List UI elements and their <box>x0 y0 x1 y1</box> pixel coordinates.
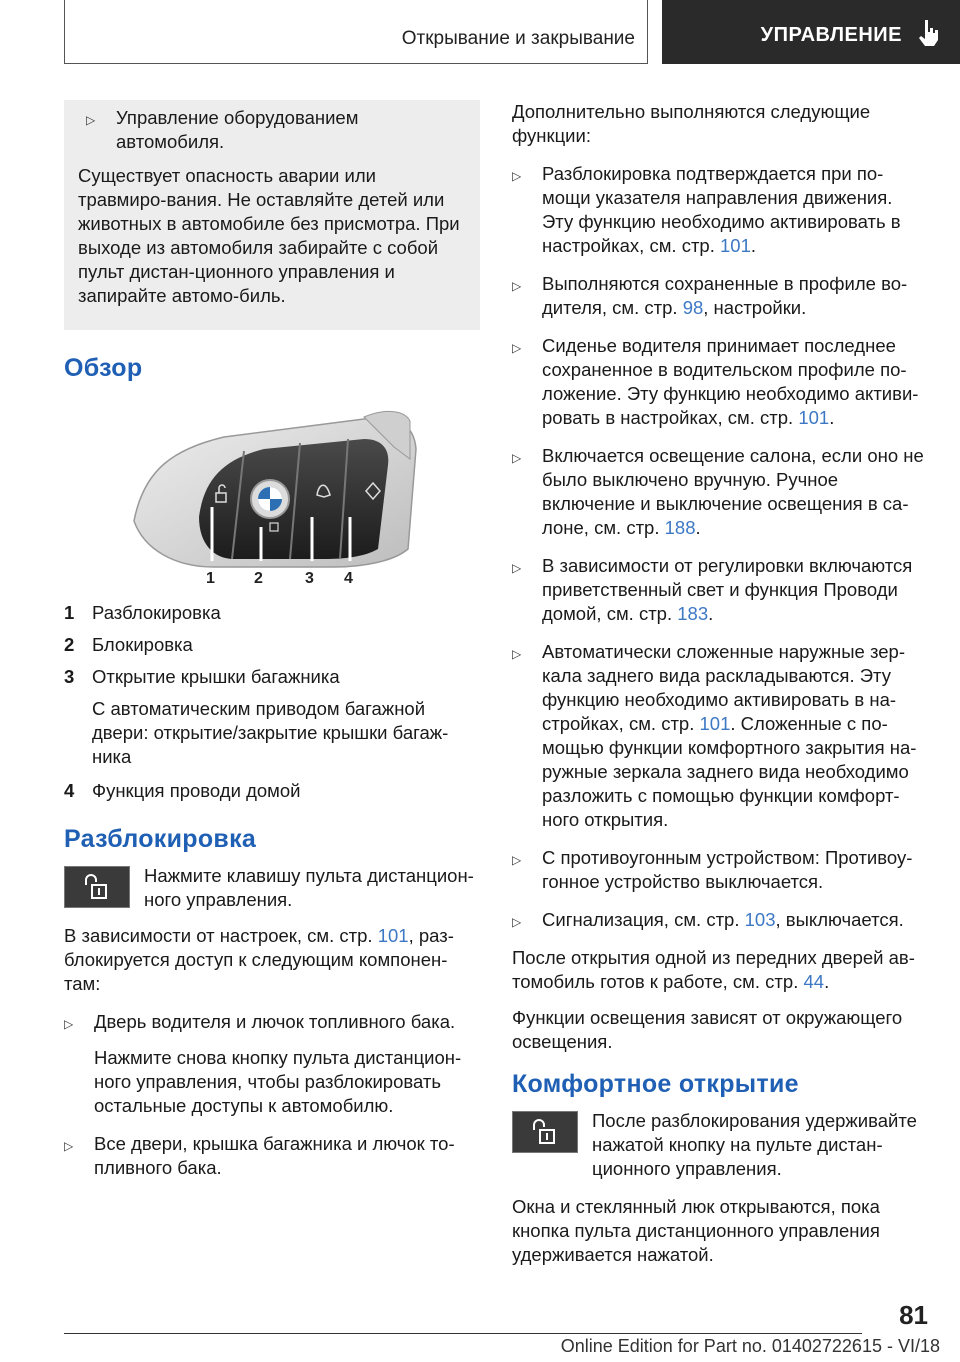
footer-divider <box>64 1333 862 1334</box>
footer-edition: Online Edition for Part no. 01402722615 - VI/18 <box>560 1336 940 1356</box>
bullet-driver-door-note: Нажмите снова кнопку пульта дистанцион-ного управления, чтобы разблокировать остальные доступы к автомобилю. <box>94 1047 462 1116</box>
figure-label-3: 3 <box>305 570 314 587</box>
lighting-text: Функции освещения зависят от окружающего освещения. <box>512 1007 903 1052</box>
comfort-opening-heading: Комфортное открытие <box>512 1070 799 1098</box>
bullet-seat: ▷ Сиденье водителя принимает последнее сохраненное в водительском профиле по-ложение. Эту функцию необходимо активи-ровать в настройках, см. стр. 101. <box>512 335 919 428</box>
bullet-driver-door: ▷ Дверь водителя и лючок топливного бака. <box>64 1010 480 1036</box>
overview-heading: Обзор <box>64 354 143 382</box>
header-frame <box>64 0 648 64</box>
triangle-bullet-icon: ▷ <box>512 341 522 355</box>
comfort-instruction: После разблокирования удерживайте нажатой кнопку на пульте дистан-ционного управления. <box>512 1109 928 1181</box>
bullet-driver-profile: ▷ Выполняются сохраненные в профиле во-дителя, см. стр. 98, настройки. <box>512 273 908 318</box>
page-link-188[interactable]: 188 <box>664 517 696 538</box>
bullet-mirrors: ▷ Автоматически сложенные наружные зер-кала заднего вида раскладываются. Эту функцию необходимо активировать в на-стройках, см. стр. 101. Сложенные с по-мощью функции комфортного закрытия на-ружные зеркала заднего вида необходимо разложить с помощью функции комфорт-ного открытия. <box>512 641 917 830</box>
triangle-bullet-icon: ▷ <box>512 169 522 183</box>
page-link-98[interactable]: 98 <box>682 297 704 318</box>
unlock-heading: Разблокировка <box>64 825 257 853</box>
chapter-label: УПРАВЛЕНИЕ <box>760 23 902 46</box>
list-item-3: 3 Открытие крышки багажника <box>64 666 340 687</box>
warning-text: Существует опасность аварии или травмиро-вания. Не оставляйте детей или животных в автомобиле без присмотра. При выходе из автомобиля забирайте с собой пульт дистан-ционного управления и запирайте автомо-биль. <box>78 165 460 306</box>
list-item-1: 1 Разблокировка <box>64 602 221 623</box>
depends-text: В зависимости от настроек, см. стр. 101, раз-блокируется доступ к следующим компонен-там: <box>64 925 454 994</box>
unlock-button-icon <box>64 866 130 908</box>
key-fob-illustration <box>64 399 480 589</box>
bullet-interior-light: ▷ Включается освещение салона, если оно не было выключено вручную. Ручное включение и выключение освещения в са-лоне, см. стр. 188. <box>512 445 924 538</box>
page-number: 81 <box>899 1300 928 1330</box>
triangle-bullet-icon: ▷ <box>64 1017 74 1031</box>
after-opening-text: После открытия одной из передних дверей ав-томобиль готов к работе, см. стр. 44. <box>512 947 915 992</box>
warning-box <box>64 100 480 330</box>
left-column <box>64 100 480 1190</box>
bullet-turn-signal: ▷ Разблокировка подтверждается при по-мощи указателя направления движения. Эту функцию необходимо активировать в настройках, см. стр. 101. <box>512 163 901 256</box>
unlock-button-icon <box>512 1111 578 1153</box>
triangle-bullet-icon: ▷ <box>512 561 522 575</box>
page-link-183[interactable]: 183 <box>677 603 709 624</box>
right-column <box>512 100 928 1277</box>
list-item-3-note: С автоматическим приводом багажной двери: открытие/закрытие крышки багаж-ника <box>92 698 449 767</box>
triangle-bullet-icon: ▷ <box>64 1139 74 1153</box>
figure-label-4: 4 <box>344 570 353 587</box>
bullet-all-doors: ▷ Все двери, крышка багажника и лючок то-пливного бака. <box>64 1133 455 1178</box>
bullet-welcome-light: ▷ В зависимости от регулировки включаются приветственный свет и функция Проводи домой, см. стр. 183. <box>512 555 913 624</box>
unlock-instruction: Нажмите клавишу пульта дистанцион-ного управления. <box>64 864 480 912</box>
page-link-101[interactable]: 101 <box>798 407 830 428</box>
page-link-44[interactable]: 44 <box>803 971 825 992</box>
triangle-bullet-icon: ▷ <box>512 647 522 661</box>
list-item-4: 4 Функция проводи домой <box>64 780 301 801</box>
hand-pointer-icon <box>916 18 942 53</box>
list-item-2: 2 Блокировка <box>64 634 193 655</box>
page-link-101[interactable]: 101 <box>377 925 409 946</box>
page-link-101[interactable]: 101 <box>699 713 731 734</box>
key-fob-figure <box>64 399 480 589</box>
figure-label-1: 1 <box>206 570 215 587</box>
page-link-103[interactable]: 103 <box>744 909 776 930</box>
triangle-bullet-icon: ▷ <box>512 915 522 929</box>
chapter-tab[interactable] <box>662 0 960 64</box>
figure-label-2: 2 <box>254 570 263 587</box>
section-title: Открывание и закрывание <box>401 28 635 49</box>
intro-text: Дополнительно выполняются следующие функции: <box>512 101 871 146</box>
triangle-bullet-icon: ▷ <box>512 279 522 293</box>
page-link-101[interactable]: 101 <box>720 235 751 256</box>
triangle-bullet-icon: ▷ <box>512 451 522 465</box>
triangle-bullet-icon: ▷ <box>512 853 522 867</box>
windows-text: Окна и стеклянный люк открываются, пока кнопка пульта дистанционного управления удерживается нажатой. <box>512 1196 880 1265</box>
bullet-anti-theft: ▷ С противоугонным устройством: Противоу-гонное устройство выключается. <box>512 847 913 892</box>
warning-bullet: ▷ Управление оборудованием автомобиля. <box>78 106 466 154</box>
bullet-alarm: ▷ Сигнализация, см. стр. 103, выключается. <box>512 908 928 934</box>
triangle-bullet-icon: ▷ <box>86 113 96 127</box>
